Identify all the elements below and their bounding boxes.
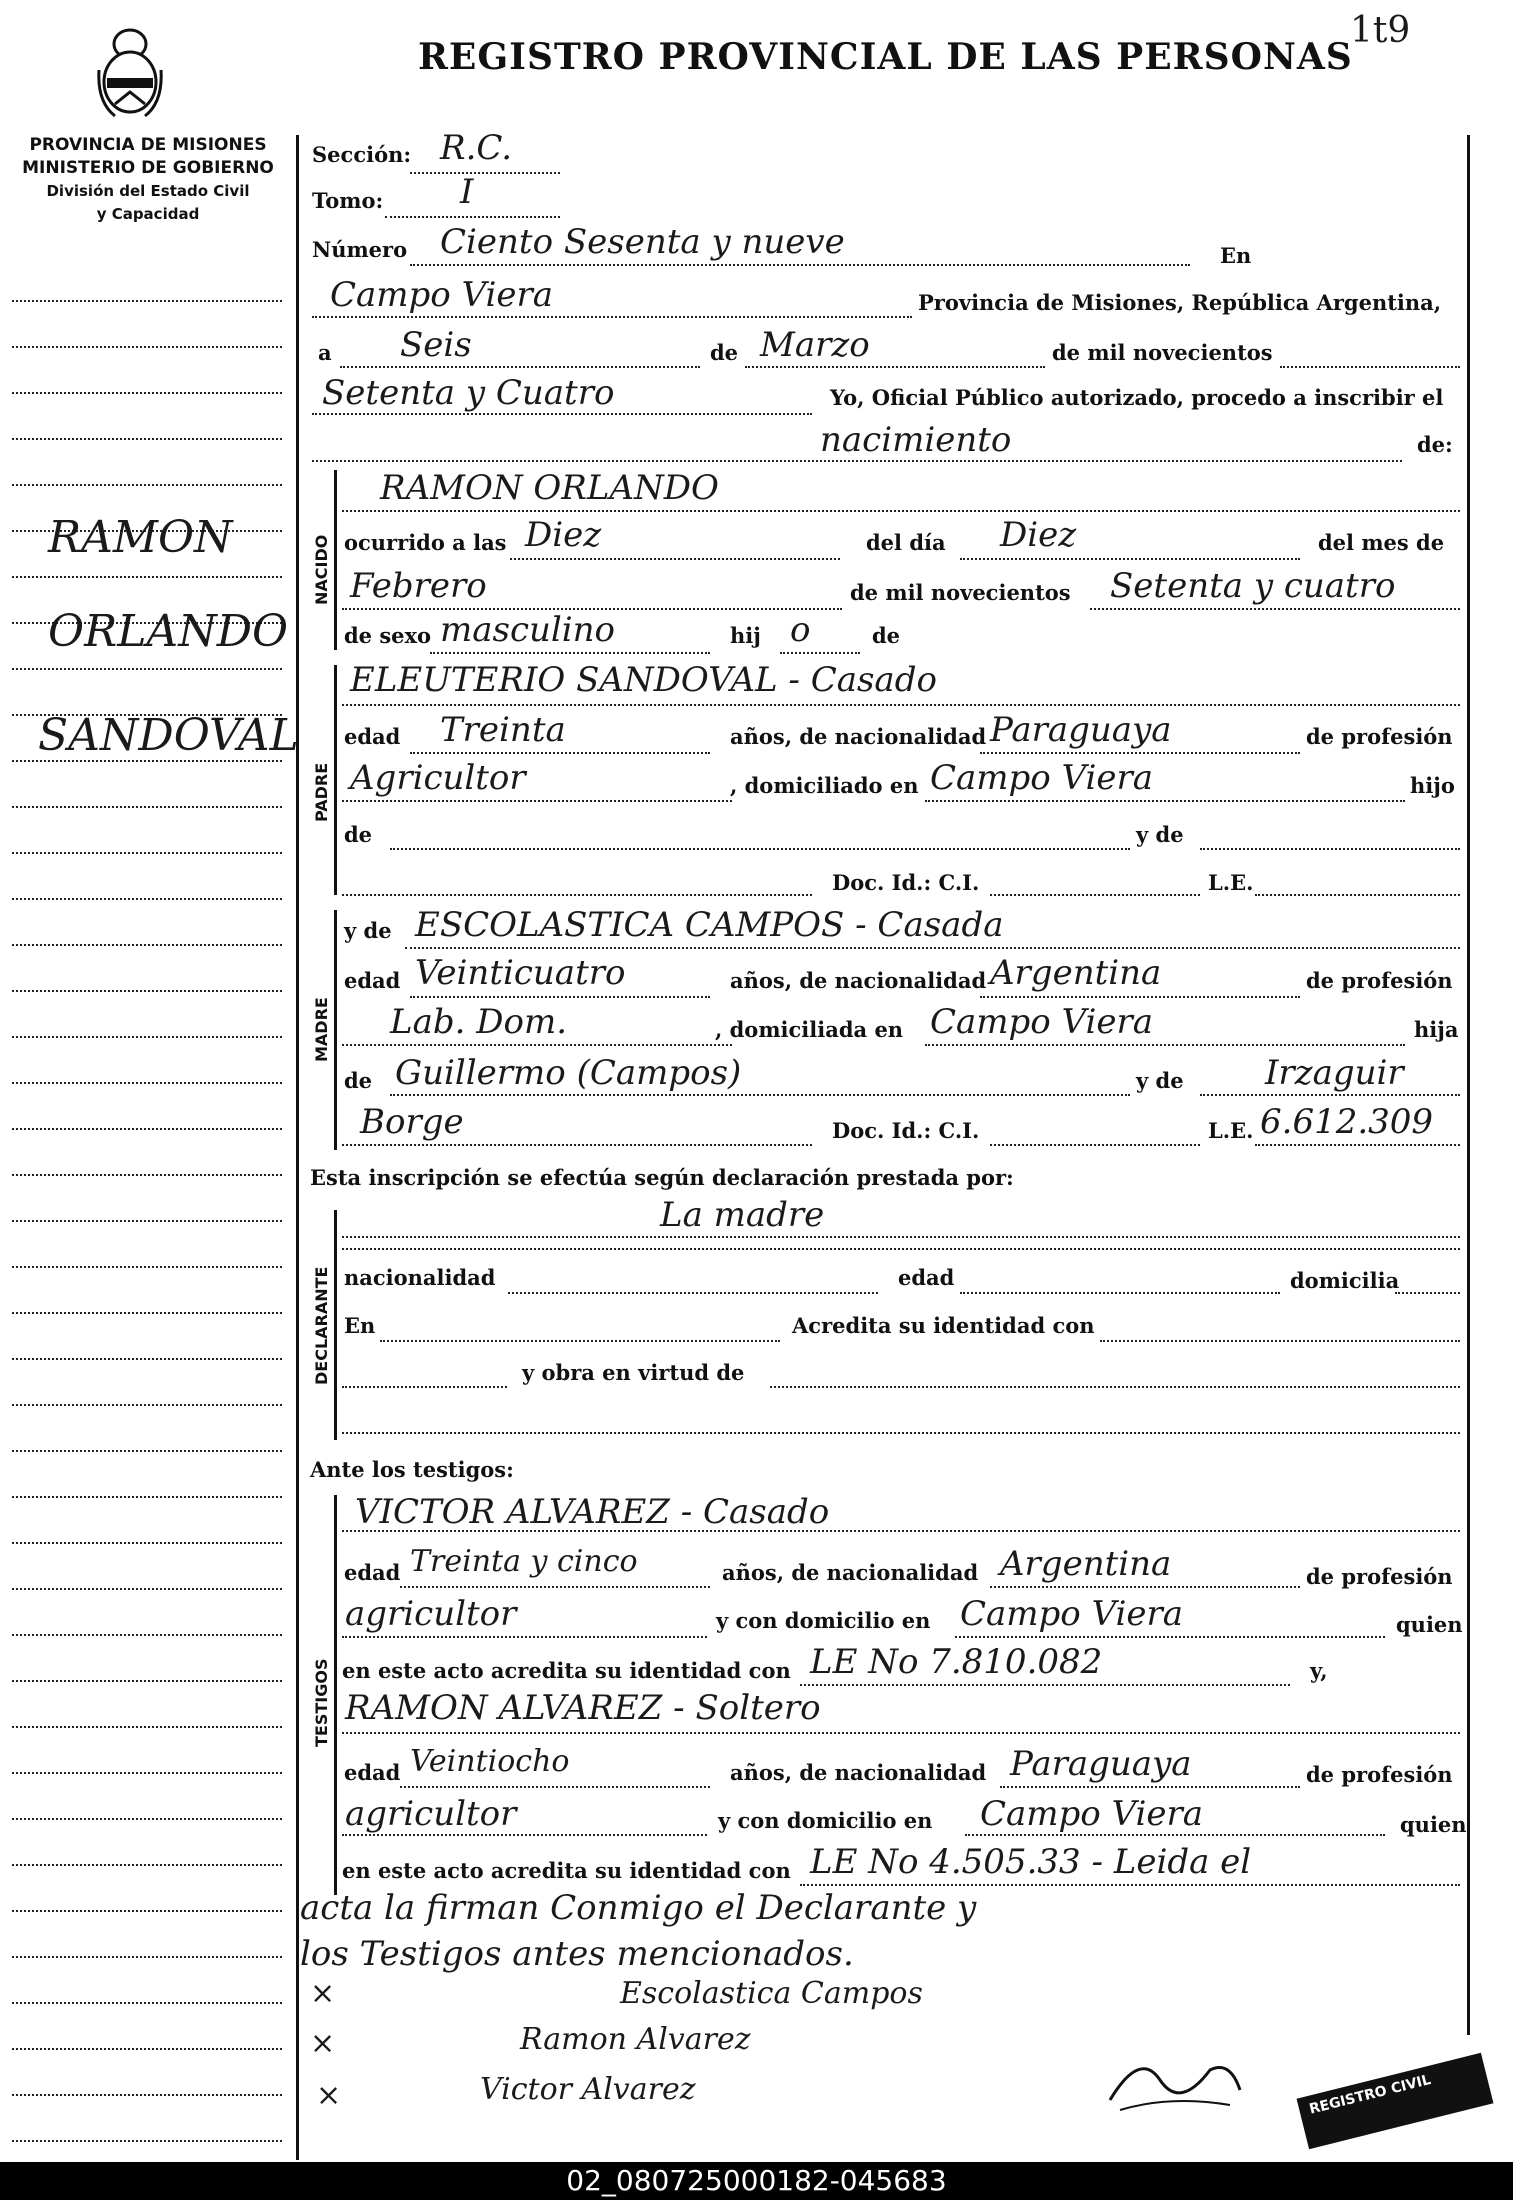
testigo2-domicilio-value: Campo Viera xyxy=(980,1794,1204,1834)
hij-suffix-value: o xyxy=(790,610,811,650)
sidebar-rule-line xyxy=(12,1956,282,1958)
signature-declarante: Escolastica Campos xyxy=(620,1976,923,2011)
sidebar-rule-line xyxy=(12,438,282,440)
sidebar-rule-line xyxy=(12,1266,282,1268)
testigo1-nacionalidad-label: años, de nacionalidad xyxy=(722,1560,979,1585)
sidebar-rule-line xyxy=(12,1680,282,1682)
sidebar-rule-line xyxy=(12,1542,282,1544)
sidebar-rule-line xyxy=(12,1864,282,1866)
sidebar-rule-line xyxy=(12,1036,282,1038)
section-label-nacido: NACIDO xyxy=(312,534,331,605)
padre-doc-label: Doc. Id.: C.I. xyxy=(832,870,980,895)
hora-value: Diez xyxy=(525,515,602,555)
de-label: de xyxy=(710,340,739,365)
hij-label: hij xyxy=(730,623,761,648)
testigo1-quien-label: quien xyxy=(1396,1612,1463,1637)
testigo2-edad-value: Veintiocho xyxy=(410,1744,570,1779)
padre-nombre-value: ELEUTERIO SANDOVAL - Casado xyxy=(350,660,937,700)
sidebar-rule-line xyxy=(12,668,282,670)
madre-profesion-value: Lab. Dom. xyxy=(390,1002,568,1042)
section-label-declarante: DECLARANTE xyxy=(312,1266,331,1385)
sexo-value: masculino xyxy=(440,610,616,650)
nombre-nacido-value: RAMON ORLANDO xyxy=(380,468,719,508)
padre-edad-value: Treinta xyxy=(440,710,566,750)
testigo2-acredita-label: en este acto acredita su identidad con xyxy=(342,1858,791,1883)
madre-hija-label: hija xyxy=(1414,1017,1459,1042)
testigo2-doc-value: LE No 4.505.33 - Leida el xyxy=(810,1842,1252,1882)
signature-mark-2: × xyxy=(310,2026,336,2061)
sidebar-rule-line xyxy=(12,1082,282,1084)
testigo2-nacionalidad-label: años, de nacionalidad xyxy=(730,1760,987,1785)
declarante-acredita-label: Acredita su identidad con xyxy=(792,1313,1095,1338)
signature-mark-1: × xyxy=(310,1976,336,2011)
sidebar-rule-line xyxy=(12,2094,282,2096)
sidebar-rule-line xyxy=(12,1128,282,1130)
anio-nacimiento-value: Setenta y cuatro xyxy=(1110,566,1396,606)
sexo-label: de sexo xyxy=(344,623,432,648)
nacido-bracket xyxy=(334,470,337,650)
madre-edad-label: edad xyxy=(344,968,401,993)
numero-value: Ciento Sesenta y nueve xyxy=(440,222,845,262)
testigo2-nombre-value: RAMON ALVAREZ - Soltero xyxy=(345,1688,821,1728)
madre-nacionalidad-value: Argentina xyxy=(990,953,1162,993)
coat-of-arms-icon xyxy=(95,22,165,122)
madre-le-label: L.E. xyxy=(1208,1118,1254,1143)
en-label: En xyxy=(1220,243,1252,268)
testigos-bracket xyxy=(334,1495,337,1895)
testigo2-quien-label: quien xyxy=(1400,1812,1467,1837)
tomo-label: Tomo: xyxy=(312,188,384,213)
madre-y-de-2-label: y de xyxy=(1136,1068,1184,1093)
de-padres-label: de xyxy=(872,623,901,648)
inscripcion-label: Esta inscripción se efectúa según declaración prestada por: xyxy=(310,1165,1014,1190)
madre-doc-label: Doc. Id.: C.I. xyxy=(832,1118,980,1143)
madre-domicilio-value: Campo Viera xyxy=(930,1002,1154,1042)
sidebar-rule-line xyxy=(12,1358,282,1360)
testigo2-nacionalidad-value: Paraguaya xyxy=(1010,1744,1192,1784)
sidebar-rule-line xyxy=(12,1450,282,1452)
document-id-footer: 02_080725000182-045683 xyxy=(0,2162,1513,2200)
mes-inscripcion-value: Marzo xyxy=(760,325,870,365)
ante-testigos-label: Ante los testigos: xyxy=(310,1457,514,1482)
padre-domiciliado-label: , domiciliado en xyxy=(730,773,919,798)
margin-name-last: SANDOVAL xyxy=(38,710,299,761)
sidebar-rule-line xyxy=(12,1220,282,1222)
padre-nacionalidad-label: años, de nacionalidad xyxy=(730,724,987,749)
declarante-nacionalidad-label: nacionalidad xyxy=(344,1265,496,1290)
padre-edad-label: edad xyxy=(344,724,401,749)
declarante-bracket xyxy=(334,1210,337,1440)
testigo1-profesion-label: de profesión xyxy=(1306,1564,1453,1589)
testigo1-nacionalidad-value: Argentina xyxy=(1000,1544,1172,1584)
padre-domicilio-value: Campo Viera xyxy=(930,758,1154,798)
official-signature-scribble xyxy=(1100,2040,1250,2120)
madre-de-label: de xyxy=(344,1068,373,1093)
madre-le-value: 6.612.309 xyxy=(1260,1102,1434,1142)
anio-inscripcion-value: Setenta y Cuatro xyxy=(322,373,615,413)
padre-de-label: de xyxy=(344,822,373,847)
official-stamp: REGISTRO CIVIL xyxy=(1297,2053,1494,2149)
testigo1-y-label: y, xyxy=(1310,1658,1328,1683)
madre-madre-value: Irzaguir xyxy=(1265,1053,1404,1093)
sidebar-rule-line xyxy=(12,990,282,992)
sidebar-rule-line xyxy=(12,346,282,348)
sidebar-rule-line xyxy=(12,1312,282,1314)
signature-testigo-1: Victor Alvarez xyxy=(480,2072,696,2107)
province-name: PROVINCIA DE MISIONES xyxy=(29,135,267,155)
testigo2-domicilio-label: y con domicilio en xyxy=(718,1808,933,1833)
declarante-edad-label: edad xyxy=(898,1265,955,1290)
del-dia-label: del día xyxy=(866,530,946,555)
page-title: REGISTRO PROVINCIAL DE LAS PERSONAS xyxy=(418,36,1353,78)
section-label-madre: MADRE xyxy=(312,997,331,1062)
sidebar-rule-line xyxy=(12,852,282,854)
testigo1-doc-value: LE No 7.810.082 xyxy=(810,1642,1103,1682)
madre-padre-value: Guillermo (Campos) xyxy=(395,1053,742,1093)
declarante-obra-label: y obra en virtud de xyxy=(522,1360,745,1385)
lugar-value: Campo Viera xyxy=(330,275,554,315)
main-frame-left xyxy=(296,135,299,2160)
madre-nombre-value: ESCOLASTICA CAMPOS - Casada xyxy=(415,905,1004,945)
sidebar-rule-line xyxy=(12,1496,282,1498)
sidebar-header xyxy=(8,134,288,226)
testigo1-domicilio-label: y con domicilio en xyxy=(716,1608,931,1633)
signature-mark-3: × xyxy=(316,2078,342,2113)
seccion-label: Sección: xyxy=(312,142,412,167)
sidebar-rule-line xyxy=(12,484,282,486)
declarante-en-label: En xyxy=(344,1313,376,1338)
padre-profesion-value: Agricultor xyxy=(350,758,526,798)
padre-hijo-label: hijo xyxy=(1410,773,1455,798)
dia-inscripcion-value: Seis xyxy=(400,325,472,365)
sidebar-rule-line xyxy=(12,576,282,578)
madre-edad-value: Veinticuatro xyxy=(415,953,626,993)
main-frame-right xyxy=(1467,135,1470,2035)
declarante-value: La madre xyxy=(660,1195,825,1235)
madre-bracket xyxy=(334,910,337,1150)
sidebar-rule-line xyxy=(12,1588,282,1590)
sidebar-rule-line xyxy=(12,1404,282,1406)
testigo2-edad-label: edad xyxy=(344,1760,401,1785)
division-name: División del Estado Civil xyxy=(46,182,250,200)
folio-number: 1t9 xyxy=(1350,10,1411,51)
testigo1-domicilio-value: Campo Viera xyxy=(960,1594,1184,1634)
closing-line-1: acta la firman Conmigo el Declarante y xyxy=(300,1888,977,1928)
ministry-name: MINISTERIO DE GOBIERNO xyxy=(22,158,274,178)
a-label: a xyxy=(318,340,332,365)
closing-line-2: los Testigos antes mencionados. xyxy=(300,1934,854,1974)
madre-nacionalidad-label: años, de nacionalidad xyxy=(730,968,987,993)
testigo1-edad-label: edad xyxy=(344,1560,401,1585)
testigo1-nombre-value: VICTOR ALVAREZ - Casado xyxy=(355,1492,830,1532)
margin-name-middle: ORLANDO xyxy=(48,606,289,657)
testigo1-acredita-label: en este acto acredita su identidad con xyxy=(342,1658,791,1683)
section-label-testigos: TESTIGOS xyxy=(312,1658,331,1747)
yo-oficial-label: Yo, Oficial Público autorizado, procedo a inscribir el xyxy=(830,385,1444,410)
section-label-padre: PADRE xyxy=(312,762,331,822)
provincia-label: Provincia de Misiones, República Argentina, xyxy=(918,290,1442,315)
sidebar-rule-line xyxy=(12,2002,282,2004)
sidebar-rule-line xyxy=(12,300,282,302)
sidebar-rule-line xyxy=(12,1726,282,1728)
sidebar-rule-line xyxy=(12,1910,282,1912)
madre-y-de-label: y de xyxy=(344,918,392,943)
sidebar-rule-line xyxy=(12,944,282,946)
sidebar-rule-line xyxy=(12,898,282,900)
padre-le-label: L.E. xyxy=(1208,870,1254,895)
testigo1-profesion-value: agricultor xyxy=(345,1594,517,1634)
sidebar-rule-line xyxy=(12,1634,282,1636)
margin-name-first: RAMON xyxy=(48,512,233,563)
de-mil-nacimiento-label: de mil novecientos xyxy=(850,580,1071,605)
capacity-name: y Capacidad xyxy=(96,205,200,223)
testigo1-edad-value: Treinta y cinco xyxy=(410,1544,638,1579)
sidebar-rule-line xyxy=(12,392,282,394)
acto-value: nacimiento xyxy=(820,420,1012,460)
del-mes-label: del mes de xyxy=(1318,530,1445,555)
sidebar-rule-line xyxy=(12,806,282,808)
de-mil-label: de mil novecientos xyxy=(1052,340,1273,365)
numero-label: Número xyxy=(312,237,408,262)
dia-nacimiento-value: Diez xyxy=(1000,515,1077,555)
sidebar-rule-line xyxy=(12,1818,282,1820)
declarante-domicilia-label: domicilia xyxy=(1290,1268,1400,1293)
testigo2-profesion-value: agricultor xyxy=(345,1794,517,1834)
sidebar-rule-line xyxy=(12,1174,282,1176)
signature-testigo-2: Ramon Alvarez xyxy=(520,2022,751,2057)
padre-bracket xyxy=(334,665,337,895)
madre-madre-2-value: Borge xyxy=(360,1102,464,1142)
padre-nacionalidad-value: Paraguaya xyxy=(990,710,1172,750)
sidebar-rule-line xyxy=(12,2140,282,2142)
padre-y-de-label: y de xyxy=(1136,822,1184,847)
seccion-value: R.C. xyxy=(440,128,513,168)
padre-profesion-label: de profesión xyxy=(1306,724,1453,749)
madre-profesion-label: de profesión xyxy=(1306,968,1453,993)
tomo-value: I xyxy=(460,172,474,212)
sidebar-rule-line xyxy=(12,1772,282,1774)
ocurrido-label: ocurrido a las xyxy=(344,530,507,555)
madre-domiciliada-label: , domiciliada en xyxy=(715,1017,904,1042)
testigo2-profesion-label: de profesión xyxy=(1306,1762,1453,1787)
mes-nacimiento-value: Febrero xyxy=(350,566,487,606)
sidebar-rule-line xyxy=(12,2048,282,2050)
de-colon-label: de: xyxy=(1417,432,1453,457)
